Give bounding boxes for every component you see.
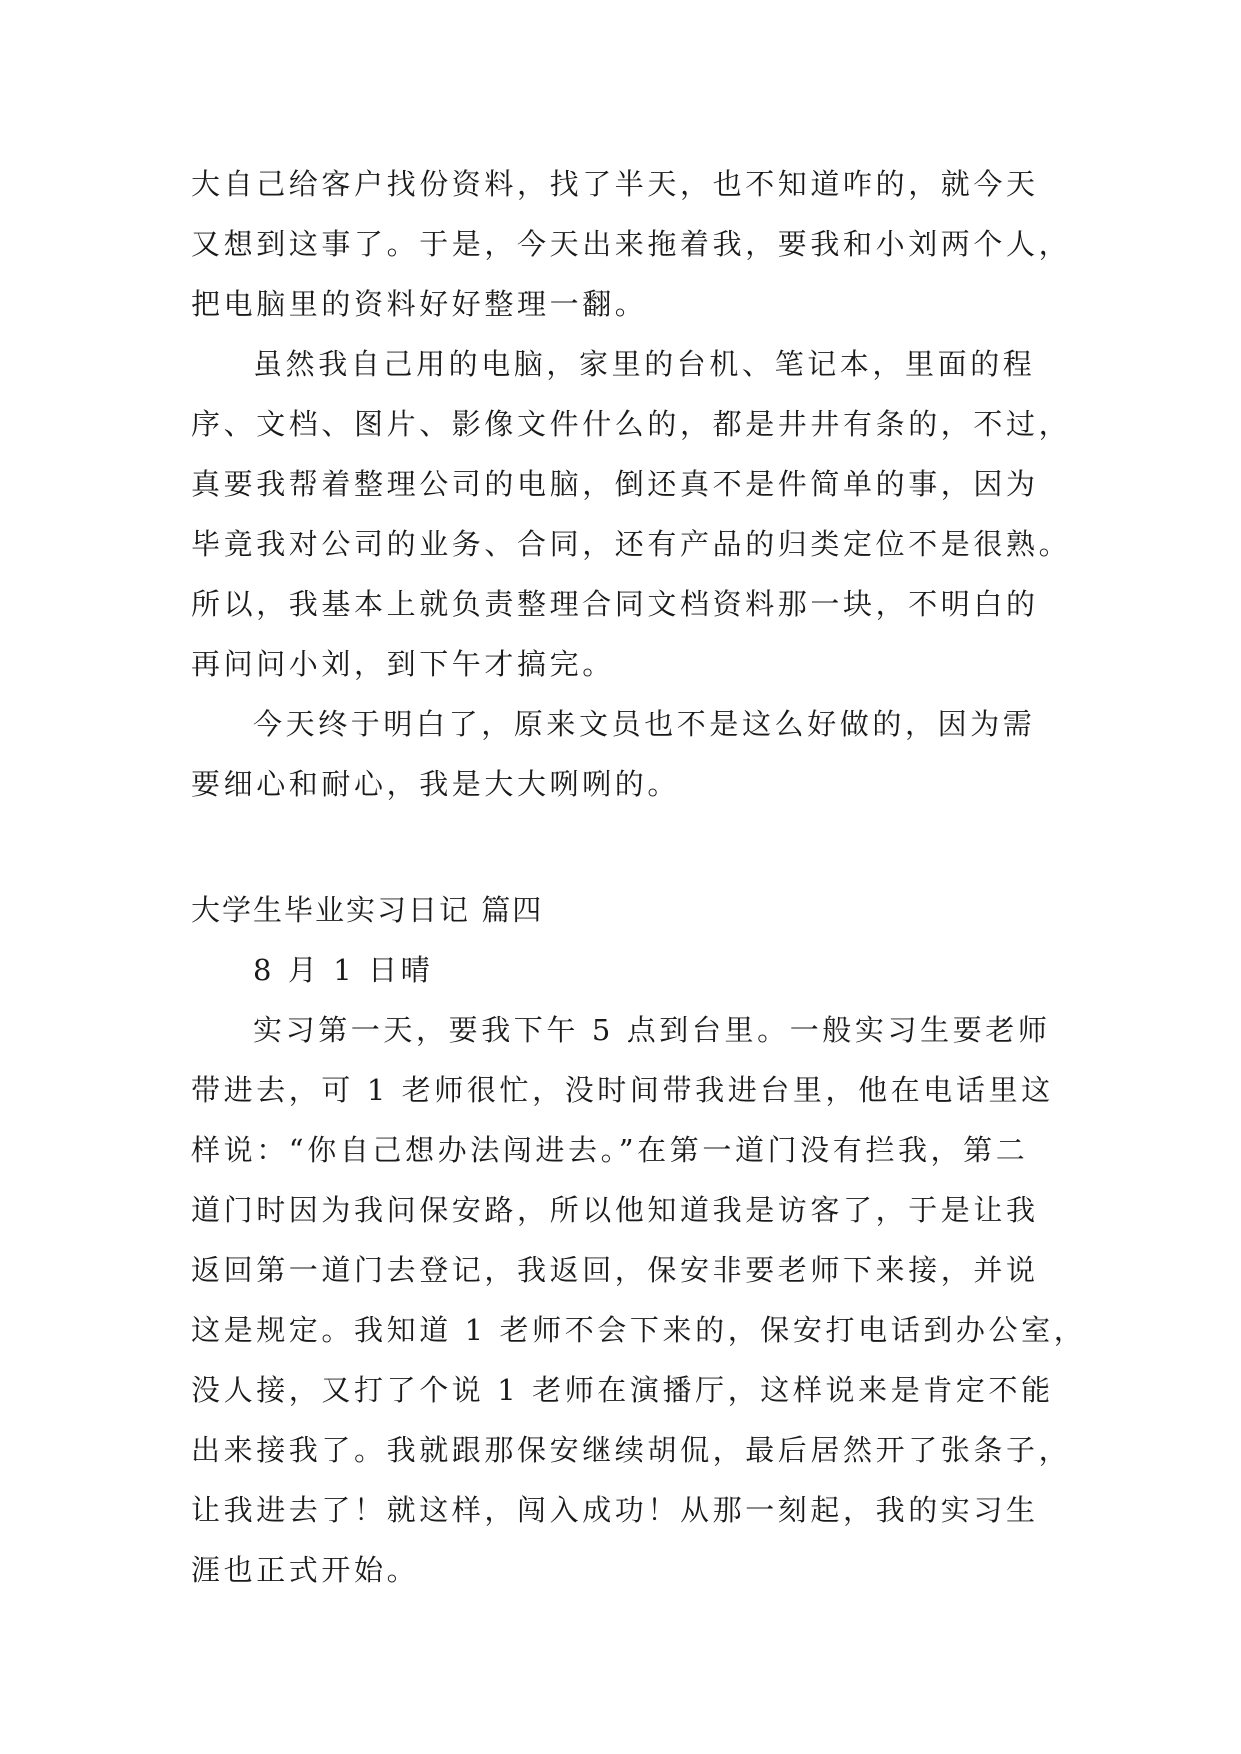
paragraph-2-line-2: 序、文档、图片、影像文件什么的，都是井井有条的，不过， <box>191 407 1072 441</box>
paragraph-2-line-6: 再问问小刘，到下午才搞完。 <box>191 647 615 681</box>
paragraph-3-line-2: 要细心和耐心，我是大大咧咧的。 <box>191 767 681 801</box>
section-body-line-1: 实习第一天，要我下午 5 点到台里。一般实习生要老师 <box>253 1013 1051 1047</box>
paragraph-2-line-1: 虽然我自己用的电脑，家里的台机、笔记本，里面的程 <box>253 347 1036 381</box>
paragraph-1-line-3: 把电脑里的资料好好整理一翻。 <box>191 287 648 321</box>
section-body-line-7: 没人接，又打了个说 1 老师在演播厅，这样说来是肯定不能 <box>191 1373 1054 1407</box>
section-spacer <box>191 814 1051 880</box>
diary-date: 8 月 1 日晴 <box>253 953 434 987</box>
paragraph-2-line-4: 毕竟我对公司的业务、合同，还有产品的归类定位不是很熟。 <box>191 527 1072 561</box>
section-body-line-2: 带进去，可 1 老师很忙，没时间带我进台里，他在电话里这 <box>191 1073 1054 1107</box>
section-body-line-3: 样说：“你自己想办法闯进去。”在第一道门没有拦我，第二 <box>191 1133 1029 1167</box>
section-body-line-5: 返回第一道门去登记，我返回，保安非要老师下来接，并说 <box>191 1253 1039 1287</box>
paragraph-3-line-1: 今天终于明白了，原来文员也不是这么好做的，因为需 <box>253 707 1036 741</box>
section-body-line-4: 道门时因为我问保安路，所以他知道我是访客了，于是让我 <box>191 1193 1039 1227</box>
paragraph-1-line-1: 大自己给客户找份资料，找了半天，也不知道咋的，就今天 <box>191 167 1039 201</box>
section-body-line-6: 这是规定。我知道 1 老师不会下来的，保安打电话到办公室， <box>191 1313 1087 1347</box>
paragraph-1-line-2: 又想到这事了。于是，今天出来拖着我，要我和小刘两个人， <box>191 227 1072 261</box>
section-body-line-10: 涯也正式开始。 <box>191 1553 420 1587</box>
paragraph-2-line-3: 真要我帮着整理公司的电脑，倒还真不是件简单的事，因为 <box>191 467 1039 501</box>
section-body-line-8: 出来接我了。我就跟那保安继续胡侃，最后居然开了张条子， <box>191 1433 1072 1467</box>
paragraph-2-line-5: 所以，我基本上就负责整理合同文档资料那一块，不明白的 <box>191 587 1039 621</box>
section-body-line-9: 让我进去了！就这样，闯入成功！从那一刻起，我的实习生 <box>191 1493 1039 1527</box>
document-body <box>191 154 1087 1600</box>
section-title: 大学生毕业实习日记 篇四 <box>191 893 544 927</box>
